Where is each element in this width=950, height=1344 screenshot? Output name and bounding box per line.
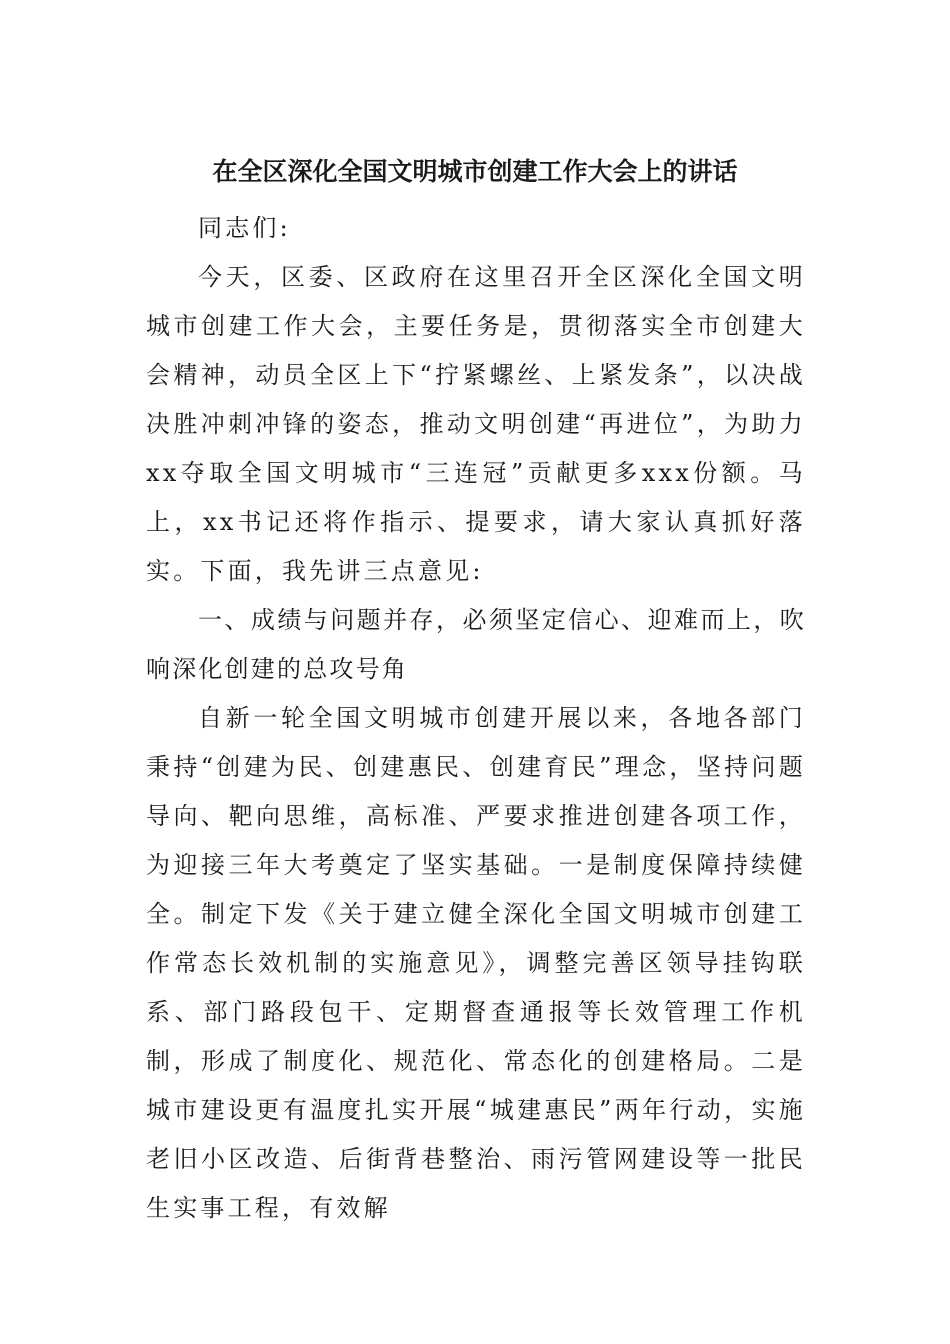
salutation: 同志们:	[198, 214, 291, 242]
section-heading-1: 一、成绩与问题并存，必须坚定信心、迎难而上，吹响深化创建的总攻号角	[146, 606, 806, 683]
section-1-paragraph: 自新一轮全国文明城市创建开展以来，各地各部门秉持“创建为民、创建惠民、创建育民”理念，坚持问题导向、靶向思维，高标准、严要求推进创建各项工作，为迎接三年大考奠定了坚实基础。一是制度保障持续健全。制定下发《关于建立健全深化全国文明城市创建工作常态长效机制的实施意见》，调整完善区领导挂钩联系、部门路段包干、定期督查通报等长效管理工作机制，形成了制度化、规范化、常态化的创建格局。二是城市建设更有温度扎实开展“城建惠民”两年行动，实施老旧小区改造、后街背巷整治、雨污管网建设等一批民生实事工程，有效解	[146, 704, 806, 1222]
intro-paragraph: 今天，区委、区政府在这里召开全区深化全国文明城市创建工作大会，主要任务是，贯彻落实全市创建大会精神，动员全区上下“拧紧螺丝、上紧发条”，以决战决胜冲刺冲锋的姿态，推动文明创建“再进位”，为助力xx夺取全国文明城市“三连冠”贡献更多xxx份额。马上，xx书记还将作指示、提要求，请大家认真抓好落实。下面，我先讲三点意见:	[146, 263, 806, 585]
document-body	[146, 204, 806, 1233]
document-title: 在全区深化全国文明城市创建工作大会上的讲话	[212, 157, 738, 186]
